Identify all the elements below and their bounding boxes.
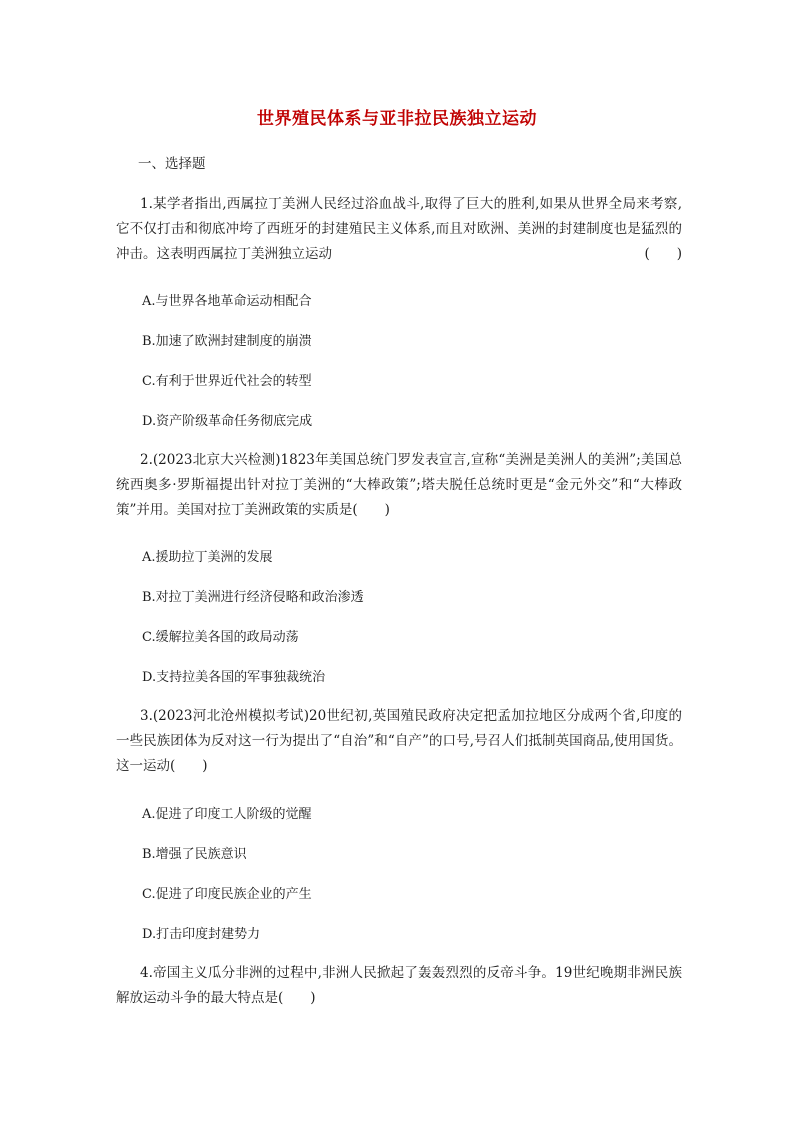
option-b: B.加速了欧洲封建制度的崩溃: [142, 334, 312, 349]
option-b: B.对拉丁美洲进行经济侵略和政治渗透: [142, 590, 364, 605]
option-d: D.支持拉美各国的军事独裁统治: [142, 670, 326, 685]
option-d: D.打击印度封建势力: [142, 927, 261, 942]
section-heading: 一、选择题: [138, 156, 206, 172]
answer-paren: ( ): [644, 246, 682, 262]
option-a: A.促进了印度工人阶级的觉醒: [142, 807, 312, 822]
question-3: [116, 704, 682, 779]
page-title: 世界殖民体系与亚非拉民族独立运动: [257, 109, 537, 129]
option-d: D.资产阶级革命任务彻底完成: [142, 414, 313, 429]
question-2: [116, 448, 682, 523]
option-b: B.增强了民族意识: [142, 847, 247, 862]
question-1: [116, 192, 682, 267]
option-a: A.与世界各地革命运动相配合: [142, 294, 312, 309]
question-4: [116, 961, 682, 1011]
option-c: C.缓解拉美各国的政局动荡: [142, 630, 299, 645]
option-c: C.有利于世界近代社会的转型: [142, 374, 312, 389]
option-c: C.促进了印度民族企业的产生: [142, 887, 312, 902]
question-text: 4.帝国主义瓜分非洲的过程中,非洲人民掀起了轰轰烈烈的反帝斗争。19世纪晚期非洲民族解放运动斗争的最大特点是( ): [116, 965, 682, 1006]
question-text: 3.(2023河北沧州模拟考试)20世纪初,英国殖民政府决定把孟加拉地区分成两个省,印度的一些民族团体为反对这一行为提出了“自治”和“自产”的口号,号召人们抵制英国商品,使用国货。这一运动( ): [116, 708, 682, 774]
question-text: 2.(2023北京大兴检测)1823年美国总统门罗发表宣言,宣称“美洲是美洲人的美洲”;美国总统西奥多·罗斯福提出针对拉丁美洲的“大棒政策”;塔夫脱任总统时更是“金元外交”和“大棒政策”并用。美国对拉丁美洲政策的实质是( ): [116, 452, 682, 518]
option-a: A.援助拉丁美洲的发展: [142, 550, 273, 565]
question-text: 1.某学者指出,西属拉丁美洲人民经过浴血战斗,取得了巨大的胜利,如果从世界全局来考察,它不仅打击和彻底冲垮了西班牙的封建殖民主义体系,而且对欧洲、美洲的封建制度也是猛烈的冲击。这表明西属拉丁美洲独立运动: [116, 196, 682, 262]
